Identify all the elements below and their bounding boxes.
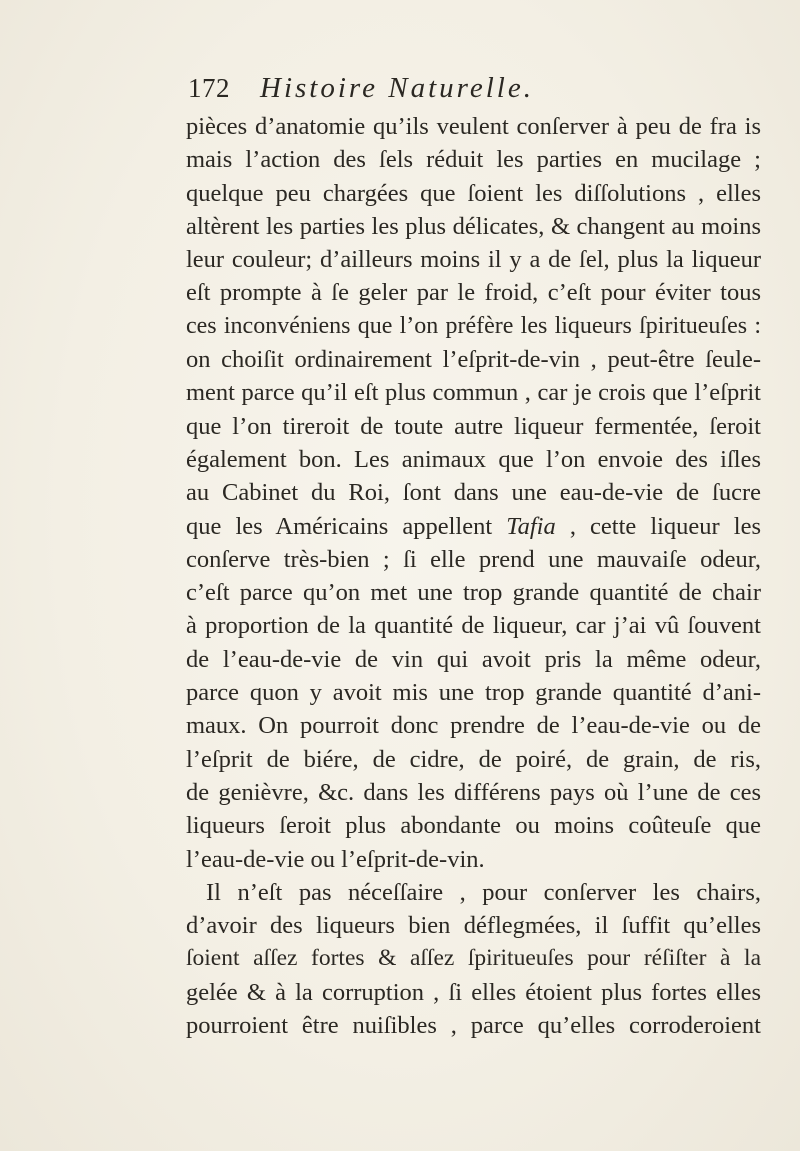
text-line: quelque peu chargées que ſoient les diſſolutions , elles [186,179,761,207]
text-line: conſerve très-bien ; ſi elle prend une mauvaiſe odeur, [186,545,761,573]
text-line: au Cabinet du Roi, ſont dans une eau-de-vie de ſucre [186,479,761,507]
text-line: également bon. Les animaux que l’on envoie des iſles [186,445,761,473]
text-line: l’eſprit de biére, de cidre, de poiré, de grain, de ris, [186,745,761,773]
text-line: de genièvre, &c. dans les différens pays où l’une de ces [186,778,761,806]
text-line: que l’on tireroit de toute autre liqueur fermentée, ſeroit [186,412,761,440]
text-line: altèrent les parties les plus délicates, & changent au moins [186,212,761,240]
text-line: eſt prompte à ſe geler par le froid, c’eſt pour éviter tous [186,279,761,307]
text-line: gelée & à la corruption , ſi elles étoient plus fortes elles [186,978,761,1006]
text-line: à proportion de la quantité de liqueur, car j’ai vû ſouvent [186,612,761,640]
text-line: liqueurs ſeroit plus abondante ou moins coûteuſe que [186,812,761,840]
text-line: ment parce qu’il eſt plus commun , car je crois que l’eſprit [186,379,761,407]
text-line: ſoient aſſez fortes & aſſez ſpiritueuſes pour réſiſter à la [186,945,761,972]
text-line: parce quon y avoit mis une trop grande quantité d’ani- [186,679,761,707]
text-line: maux. On pourroit donc prendre de l’eau-de-vie ou de [186,712,761,740]
text-line: pièces d’anatomie qu’ils veulent conſerver à peu de fra is [186,113,761,140]
text-line: leur couleur; d’ailleurs moins il y a de ſel, plus la liqueur [186,246,761,274]
text-line: d’avoir des liqueurs bien déflegmées, il ſuffit qu’elles [186,912,761,940]
text-line: que les Américains appellent Tafia , cette liqueur les [186,512,761,540]
text-line: on choiſit ordinairement l’eſprit-de-vin , peut-être ſeule- [186,346,761,374]
text-line: ces inconvéniens que l’on préfère les liqueurs ſpiritueuſes : [186,312,761,339]
text-line: c’eſt parce qu’on met une trop grande quantité de chair [186,579,761,607]
text-line: de l’eau-de-vie de vin qui avoit pris la même odeur, [186,645,761,673]
text-line: l’eau-de-vie ou l’eſprit-de-vin. [186,845,485,873]
text-line: mais l’action des ſels réduit les parties en mucilage ; [186,146,761,174]
text-line: pourroient être nuiſibles , parce qu’elles corroderoient [186,1012,761,1040]
text-line: Il n’eſt pas néceſſaire , pour conſerver les chairs, [206,878,761,906]
running-title: Histoire Naturelle. [260,72,534,104]
body-text [186,110,761,1042]
running-head [188,72,758,108]
page-number: 172 [188,73,230,103]
